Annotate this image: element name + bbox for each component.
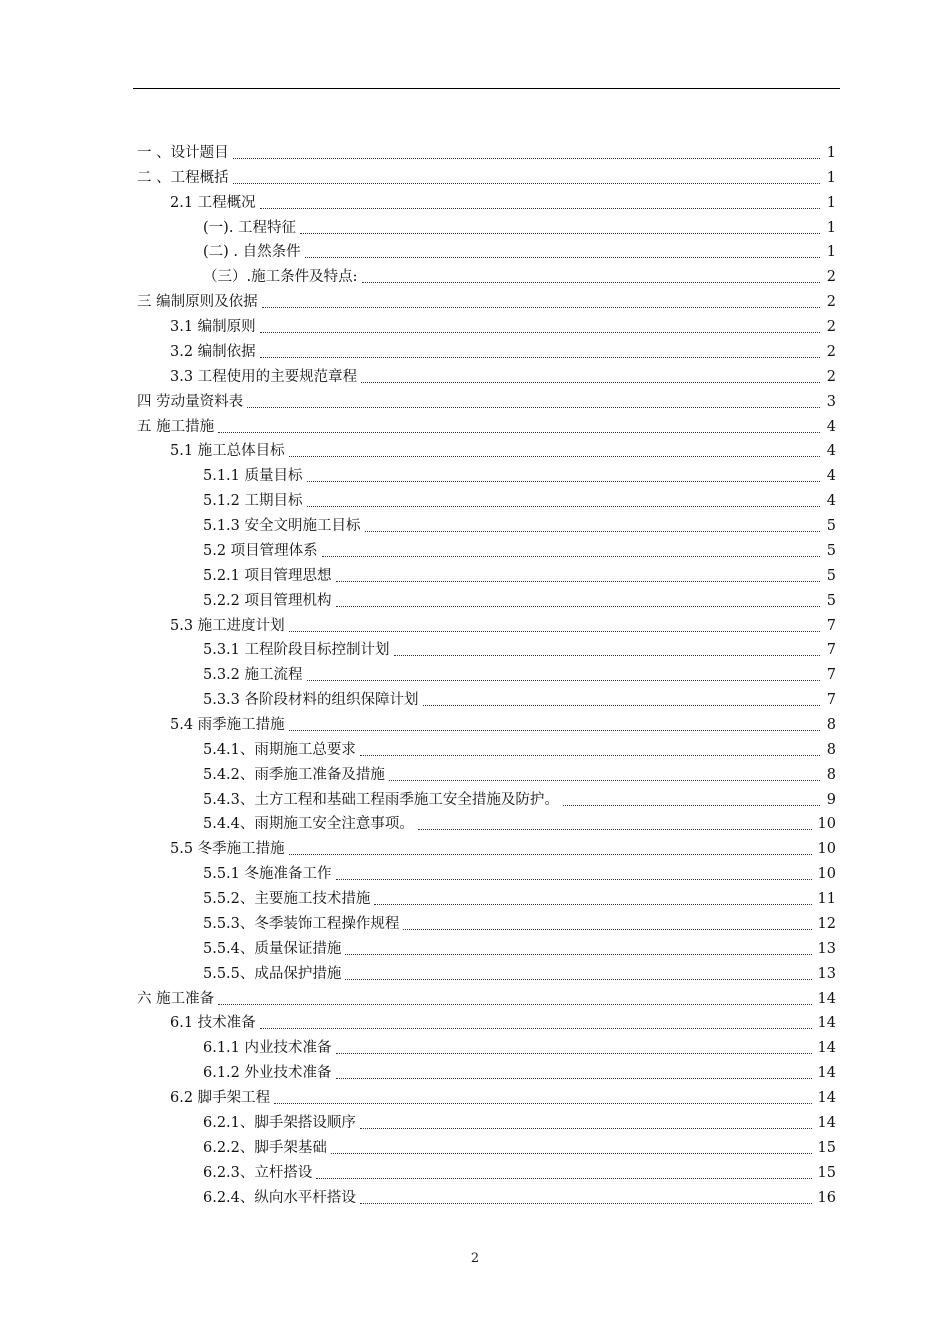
toc-entry[interactable] xyxy=(203,738,836,760)
toc-entry-label: 5.5.2、主要施工技术措施 xyxy=(203,891,371,908)
toc-entry[interactable] xyxy=(203,564,836,586)
toc-entry-label: 6.2 脚手架工程 xyxy=(170,1090,271,1107)
toc-entry[interactable] xyxy=(170,713,836,735)
toc-leader-dots xyxy=(218,1004,811,1005)
toc-entry-label: 5.5 冬季施工措施 xyxy=(170,841,285,858)
toc-entry-label: 2.1 工程概况 xyxy=(170,194,256,211)
toc-entry[interactable] xyxy=(203,763,836,785)
toc-entry-page: 10 xyxy=(817,816,836,833)
toc-entry[interactable] xyxy=(203,962,836,984)
toc-entry-page: 1 xyxy=(826,145,836,161)
toc-entry-page: 12 xyxy=(817,915,836,932)
toc-entry-page: 2 xyxy=(826,343,836,360)
toc-entry[interactable] xyxy=(203,688,836,710)
toc-entry-label: 5.3 施工进度计划 xyxy=(170,617,285,634)
toc-entry-page: 3 xyxy=(826,393,836,410)
toc-entry-label: 6.2.4、纵向水平杆搭设 xyxy=(203,1189,356,1206)
toc-entry[interactable] xyxy=(203,937,836,959)
toc-entry-page: 7 xyxy=(826,692,836,709)
page-number: 2 xyxy=(470,1251,480,1266)
toc-entry[interactable] xyxy=(203,812,836,834)
toc-leader-dots xyxy=(336,1053,812,1054)
toc-entry-label: 5.5.4、质量保证措施 xyxy=(203,940,342,957)
toc-entry-page: 2 xyxy=(826,368,836,385)
toc-entry-label: 5.1 施工总体目标 xyxy=(170,443,285,460)
toc-entry-page: 5 xyxy=(826,592,836,609)
toc-leader-dots xyxy=(247,407,820,408)
toc-leader-dots xyxy=(374,904,811,905)
toc-entry[interactable] xyxy=(203,638,836,660)
toc-leader-dots xyxy=(360,1203,812,1204)
toc-leader-dots xyxy=(322,556,820,557)
toc-leader-dots xyxy=(307,506,820,507)
toc-entry-label: 6.2.3、立杆搭设 xyxy=(203,1164,313,1181)
toc-entry-page: 2 xyxy=(826,319,836,336)
toc-leader-dots xyxy=(336,581,820,582)
toc-entry[interactable] xyxy=(203,216,836,238)
toc-entry-page: 7 xyxy=(826,617,836,634)
toc-entry-label: 5.4.1、雨期施工总要求 xyxy=(203,741,356,758)
toc-entry-label: 6.1.2 外业技术准备 xyxy=(203,1065,332,1082)
toc-entry[interactable] xyxy=(203,887,836,909)
toc-entry[interactable] xyxy=(203,1136,836,1158)
toc-leader-dots xyxy=(360,755,820,756)
toc-leader-dots xyxy=(418,829,812,830)
toc-leader-dots xyxy=(260,332,820,333)
toc-leader-dots xyxy=(233,183,820,184)
toc-entry[interactable] xyxy=(203,1036,836,1058)
toc-entry[interactable] xyxy=(137,987,836,1009)
toc-entry[interactable] xyxy=(203,539,836,561)
toc-entry-page: 4 xyxy=(826,468,836,485)
toc-entry-page: 14 xyxy=(817,1015,836,1032)
toc-entry[interactable] xyxy=(170,191,836,213)
toc-entry[interactable] xyxy=(170,315,836,337)
toc-entry[interactable] xyxy=(203,464,836,486)
toc-entry-label: 5.1.1 质量目标 xyxy=(203,468,303,485)
toc-leader-dots xyxy=(362,282,821,283)
toc-entry[interactable] xyxy=(203,265,836,287)
toc-entry-label: 五 施工措施 xyxy=(137,418,215,435)
toc-entry[interactable] xyxy=(170,340,836,362)
toc-entry[interactable] xyxy=(203,788,836,810)
toc-entry-page: 8 xyxy=(826,766,836,783)
toc-entry-page: 4 xyxy=(826,418,836,435)
toc-entry[interactable] xyxy=(203,489,836,511)
toc-entry-page: 1 xyxy=(826,194,836,211)
toc-entry-page: 14 xyxy=(817,1114,836,1131)
toc-entry-page: 1 xyxy=(826,169,836,186)
toc-leader-dots xyxy=(274,1103,811,1104)
toc-entry-page: 5 xyxy=(826,567,836,584)
toc-entry-label: 5.4.4、雨期施工安全注意事项。 xyxy=(203,816,414,833)
toc-leader-dots xyxy=(233,158,820,159)
toc-entry-page: 15 xyxy=(817,1139,836,1156)
toc-entry-page: 11 xyxy=(817,891,836,908)
toc-entry-page: 4 xyxy=(826,493,836,510)
toc-entry-label: 5.4.3、土方工程和基础工程雨季施工安全措施及防护。 xyxy=(203,791,559,808)
toc-entry-page: 15 xyxy=(817,1164,836,1181)
toc-entry[interactable] xyxy=(203,589,836,611)
toc-entry-page: 14 xyxy=(817,1065,836,1082)
toc-leader-dots xyxy=(300,233,820,234)
toc-entry[interactable] xyxy=(170,1086,836,1108)
toc-leader-dots xyxy=(336,1078,812,1079)
toc-leader-dots xyxy=(336,879,812,880)
toc-entry-label: 二 、工程概括 xyxy=(137,169,229,186)
toc-entry-page: 10 xyxy=(817,841,836,858)
toc-entry-label: 6.1.1 内业技术准备 xyxy=(203,1040,332,1057)
toc-entry[interactable] xyxy=(137,166,836,188)
toc-entry-page: 16 xyxy=(817,1189,836,1206)
toc-entry-label: 5.5.1 冬施准备工作 xyxy=(203,866,332,883)
toc-entry[interactable] xyxy=(170,837,836,859)
toc-entry-label: （三）.施工条件及特点: xyxy=(203,269,358,286)
toc-entry-page: 13 xyxy=(817,940,836,957)
toc-entry[interactable] xyxy=(137,141,836,163)
toc-entry[interactable] xyxy=(137,390,836,412)
toc-entry-page: 2 xyxy=(826,269,836,286)
toc-leader-dots xyxy=(563,805,820,806)
toc-entry-page: 8 xyxy=(826,741,836,758)
toc-entry[interactable] xyxy=(203,1161,836,1183)
toc-entry[interactable] xyxy=(203,1061,836,1083)
toc-entry[interactable] xyxy=(137,290,836,312)
toc-leader-dots xyxy=(289,854,812,855)
toc-entry[interactable] xyxy=(170,365,836,387)
toc-entry[interactable] xyxy=(203,862,836,884)
toc-entry-label: 三 编制原则及依据 xyxy=(137,294,258,311)
toc-entry-page: 14 xyxy=(817,1040,836,1057)
toc-entry-label: 5.1.3 安全文明施工目标 xyxy=(203,518,361,535)
toc-leader-dots xyxy=(289,631,820,632)
toc-entry-label: 5.3.2 施工流程 xyxy=(203,667,303,684)
toc-leader-dots xyxy=(361,382,820,383)
toc-entry-page: 9 xyxy=(826,791,836,808)
toc-leader-dots xyxy=(260,1028,812,1029)
toc-entry-label: 3.2 编制依据 xyxy=(170,343,256,360)
toc-leader-dots xyxy=(331,1153,812,1154)
toc-entry-label: 四 劳动量资料表 xyxy=(137,393,244,410)
toc-entry-page: 1 xyxy=(826,219,836,236)
toc-leader-dots xyxy=(365,531,820,532)
toc-entry-page: 2 xyxy=(826,294,836,311)
toc-entry[interactable] xyxy=(170,439,836,461)
toc-entry-label: 6.2.2、脚手架基础 xyxy=(203,1139,327,1156)
toc-leader-dots xyxy=(394,655,820,656)
toc-entry-label: 5.1.2 工期目标 xyxy=(203,493,303,510)
toc-entry[interactable] xyxy=(137,415,836,437)
toc-entry-label: 六 施工准备 xyxy=(137,990,215,1007)
toc-leader-dots xyxy=(260,357,820,358)
toc-entry-page: 13 xyxy=(817,965,836,982)
toc-leader-dots xyxy=(307,680,820,681)
toc-leader-dots xyxy=(316,1178,811,1179)
toc-entry-label: (二) . 自然条件 xyxy=(203,244,301,261)
toc-entry-label: 5.3.1 工程阶段目标控制计划 xyxy=(203,642,390,659)
toc-entry[interactable] xyxy=(203,912,836,934)
toc-entry-label: 6.2.1、脚手架搭设顺序 xyxy=(203,1114,356,1131)
toc-entry-label: 5.2.1 项目管理思想 xyxy=(203,567,332,584)
toc-leader-dots xyxy=(423,705,820,706)
toc-leader-dots xyxy=(305,257,820,258)
toc-entry-page: 7 xyxy=(826,667,836,684)
toc-entry[interactable] xyxy=(203,240,836,262)
toc-leader-dots xyxy=(345,954,811,955)
header-rule xyxy=(133,88,840,89)
toc-entry-label: 5.2 项目管理体系 xyxy=(203,542,318,559)
toc-entry-label: 5.2.2 项目管理机构 xyxy=(203,592,332,609)
toc-leader-dots xyxy=(289,456,820,457)
toc-entry-page: 5 xyxy=(826,542,836,559)
toc-entry[interactable] xyxy=(203,514,836,536)
toc-entry[interactable] xyxy=(203,663,836,685)
toc-entry-page: 10 xyxy=(817,866,836,883)
toc-entry-label: 3.3 工程使用的主要规范章程 xyxy=(170,368,358,385)
toc-leader-dots xyxy=(260,208,820,209)
toc-leader-dots xyxy=(345,979,811,980)
toc-entry-page: 5 xyxy=(826,518,836,535)
toc-entry-page: 8 xyxy=(826,717,836,733)
toc-entry[interactable] xyxy=(170,1011,836,1033)
toc-entry-label: 5.4 雨季施工措施 xyxy=(170,717,285,733)
toc-entry-label: 5.4.2、雨季施工准备及措施 xyxy=(203,766,385,783)
toc-entry-label: 5.5.3、冬季装饰工程操作规程 xyxy=(203,915,400,932)
toc-leader-dots xyxy=(360,1128,812,1129)
toc-entry-label: (一). 工程特征 xyxy=(203,219,297,236)
toc-entry[interactable] xyxy=(203,1111,836,1133)
toc-leader-dots xyxy=(218,432,820,433)
toc-leader-dots xyxy=(262,307,820,308)
toc-entry-page: 14 xyxy=(817,990,836,1007)
toc-entry-label: 6.1 技术准备 xyxy=(170,1015,256,1032)
toc-entry-page: 7 xyxy=(826,642,836,659)
toc-leader-dots xyxy=(403,929,811,930)
toc-entry-page: 4 xyxy=(826,443,836,460)
toc-leader-dots xyxy=(307,481,820,482)
toc-leader-dots xyxy=(336,606,820,607)
toc-entry[interactable] xyxy=(203,1186,836,1208)
toc-entry-label: 一 、设计题目 xyxy=(137,145,229,161)
toc-entry-label: 5.3.3 各阶段材料的组织保障计划 xyxy=(203,692,419,709)
toc-entry-label: 5.5.5、成品保护措施 xyxy=(203,965,342,982)
toc-entry-label: 3.1 编制原则 xyxy=(170,319,256,336)
toc-entry-page: 1 xyxy=(826,244,836,261)
toc-leader-dots xyxy=(289,730,820,731)
toc-leader-dots xyxy=(389,780,820,781)
toc-entry-page: 14 xyxy=(817,1090,836,1107)
toc-entry[interactable] xyxy=(170,614,836,636)
